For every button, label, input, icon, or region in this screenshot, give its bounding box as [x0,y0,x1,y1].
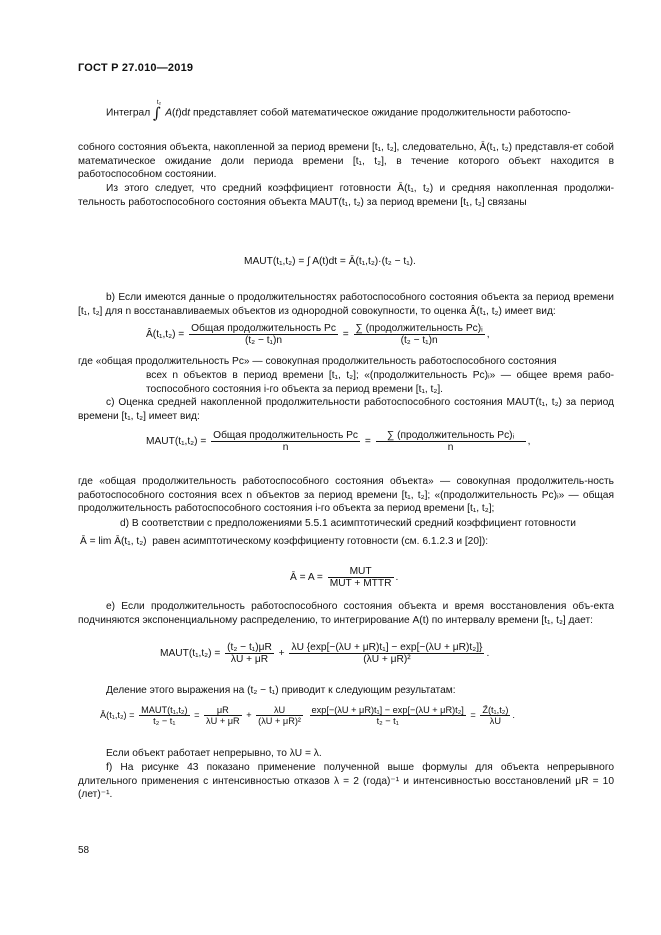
formula-2-num1: Общая продолжительность Рс [191,323,336,334]
formula-2-den1: (t₂ − t₁)n [244,335,283,346]
paragraph-7b: равен асимптотическому коэффициенту готовности (см. 6.1.2.3 и [20]): [152,536,489,547]
formula-7-d-den: t₂ − t₁ [376,716,399,726]
formula-7: Ā(t₁,t₂) = $\frac{\text{MAUT(t₁,t₂)}}{\text{t₂ − t₁}}$ = $\frac{\mu R}{\lambda U + \mu R}$ + $\frac{\lambda U}{\text{(λU + μR)²}}$ $\frac{\text{exp[−(λU + μR)t₁] − exp[−(λU + μR)t₂]}}{\text{t₂ − t₁}}$ = $\frac{\text{Z̄(t₁,t₂)}}{\lambda U}$ . [100,705,515,726]
formula-3-den1: n [282,442,289,453]
formula-6: MAUT(t₁,t₂) = $\frac{\text{(t₂ − t₁)μR}}{\lambda U + \mu R}$ + $\frac{\text{λU \{exp[−(λU + μR)t₁] − exp[−(λU + μR)t₂]\}}}{\text{(λU + μR)²}}$ . [160,642,490,665]
formula-7-e-den: λU [489,716,501,726]
formula-3-lhs: MAUT(t₁,t₂) = [146,436,207,448]
formula-2-lhs: Â(t₁,t₂) = [146,329,185,341]
formula-6-num1: (t₂ − t₁)μR [227,642,272,653]
paragraph-9: Деление этого выражения на (t₂ − t₁) приводит к следующим результатам: [106,685,456,696]
integral-symbol-icon: ∫ [153,104,161,122]
formula-1: MAUT(t₁,t₂) = ∫ A(t)dt = Ā(t₁,t₂)·(t₂ − t₁). [244,256,416,267]
paragraph-7: d) В соответствии с предположениями 5.5.1 асимптотический средний коэффициент готовности [120,518,576,529]
intro-word: Интеграл [106,107,151,119]
formula-7-e-num: Z̄(t₁,t₂) [482,705,509,715]
paragraph-6: где «общая продолжительность работоспособного состояния объекта» — совокупная продолжитель-ность работоспособного состояния всех n объектов за период времени [t₁, t₂]; «(продолжительность Рс)ᵢ» — общая продолжительность работоспособного состояния i-го объекта за период времени [t₁, t₂]; [78,476,614,515]
formula-7-c-den: (λU + μR)² [258,716,301,726]
formula-6-num2: λU {exp[−(λU + μR)t₁] − exp[−(λU + μR)t₂]} [291,642,483,653]
formula-6-den1: λU + μR [230,654,269,665]
formula-4-line [80,536,488,547]
paragraph-11: f) На рисунке 43 показано применение полученной выше формулы для объекта непрерывного длительного применения с интенсивностью отказов λ = 2 (года)⁻¹ и интенсивностью восстановлений μR = 10 (лет)⁻¹. [78,762,614,801]
paragraph-3: b) Если имеются данные о продолжительностях работоспособного состояния объекта за период времени [t₁, t₂] для n восстанавливаемых объектов из однородной совокупности, то оценка Â(t₁, t₂) имеет вид: [78,292,614,317]
formula-5-num: MUT [328,566,394,578]
formula-5: Ā = A = $\frac{\text{MUT}}{\text{MUT + MTTR}}$ . [290,566,399,589]
formula-3-num2: ∑ (продолжительность Рс)ᵢ [376,430,526,442]
document-header: ГОСТ Р 27.010—2019 [78,62,194,74]
formula-7-c-num: λU [256,705,303,716]
formula-4-limit: Ā = lim Ā(t₁, t₂) [80,536,147,547]
paragraph-2: Из этого следует, что средний коэффициент готовности Ā(t₁, t₂) и средняя накопленная продолжи-тельность работоспособного состояния объекта MAUT(t₁, t₂) за период времени [t₁, t₂] связаны [78,183,614,208]
formula-6-den2: (λU + μR)² [363,654,411,665]
paragraph-8: e) Если продолжительность работоспособного состояния объекта и время восстановления объ-екта подчиняются экспоненциальному распределению, то интегрирование A(t) по интервалу времени [t₁, t₂] дает: [78,601,614,626]
intro-line: Интеграл ∫$^{t_2}$A(t)dt представляет собой математическое ожидание продолжительности работоспо- [106,98,571,122]
formula-2-den2: (t₂ − t₁)n [400,335,438,346]
formula-5-lhs: Ā = A = [290,572,323,584]
formula-3-den2: n [447,442,454,453]
page-number: 58 [78,845,90,856]
paragraph-5: c) Оценка средней накопленной продолжительности работоспособного состояния MAUT(t₁, t₂) за период времени [t₁, t₂] имеет вид: [78,397,614,422]
paragraph-4a: где «общая продолжительность Рс» — совокупная продолжительность работоспособного состояния [78,356,557,367]
formula-3: MAUT(t₁,t₂) = $\frac{\text{Общая продолжительность Рс}}{n}$ = $\frac{\text{∑ (продолжительность Рс)ᵢ}}{n}$ , [146,430,531,453]
formula-7-b-den: λU + μR [206,716,240,726]
formula-7-a-den: t₂ − t₁ [153,716,176,726]
formula-7-b-num: μR [204,705,242,716]
formula-2-num2: ∑ (продолжительность Рс)ᵢ [355,323,483,334]
formula-7-d-num: exp[−(λU + μR)t₁] − exp[−(λU + μR)t₂] [311,705,464,715]
formula-7-lhs: Ā(t₁,t₂) = [100,709,135,720]
formula-3-num1: Общая продолжительность Рс [213,430,358,441]
formula-2: Â(t₁,t₂) = $\frac{\text{Общая продолжительность Рс}}{\text{(t₂ − t₁)n}}$ = $\frac{\text{∑ (продолжительность Рс)ᵢ}}{\text{(t₂ − t₁)n}}$ , [146,323,490,346]
formula-7-a-num: MAUT(t₁,t₂) [141,705,188,715]
formula-5-den: MUT + MTTR [329,578,392,589]
paragraph-1: собного состояния объекта, накопленной за период времени [t₁, t₂], следовательно, Ā(t₁, t₂) представля-ет собой математическое ожидание доли периода времени [t₁, t₂], в течение которого объект находится в работоспособном состоянии. [78,142,614,181]
paragraph-10: Если объект работает непрерывно, то λU = λ. [106,748,322,759]
formula-6-lhs: MAUT(t₁,t₂) = [160,648,221,660]
intro-tail: представляет собой математическое ожидание продолжительности работоспо- [192,107,571,119]
paragraph-4b: всех n объектов в период времени [t₁, t₂]; «(продолжительность Рс)ᵢ» — общее время рабо-тоспособного состояния i-го объекта за период времени [t₁, t₂]. [146,370,614,395]
